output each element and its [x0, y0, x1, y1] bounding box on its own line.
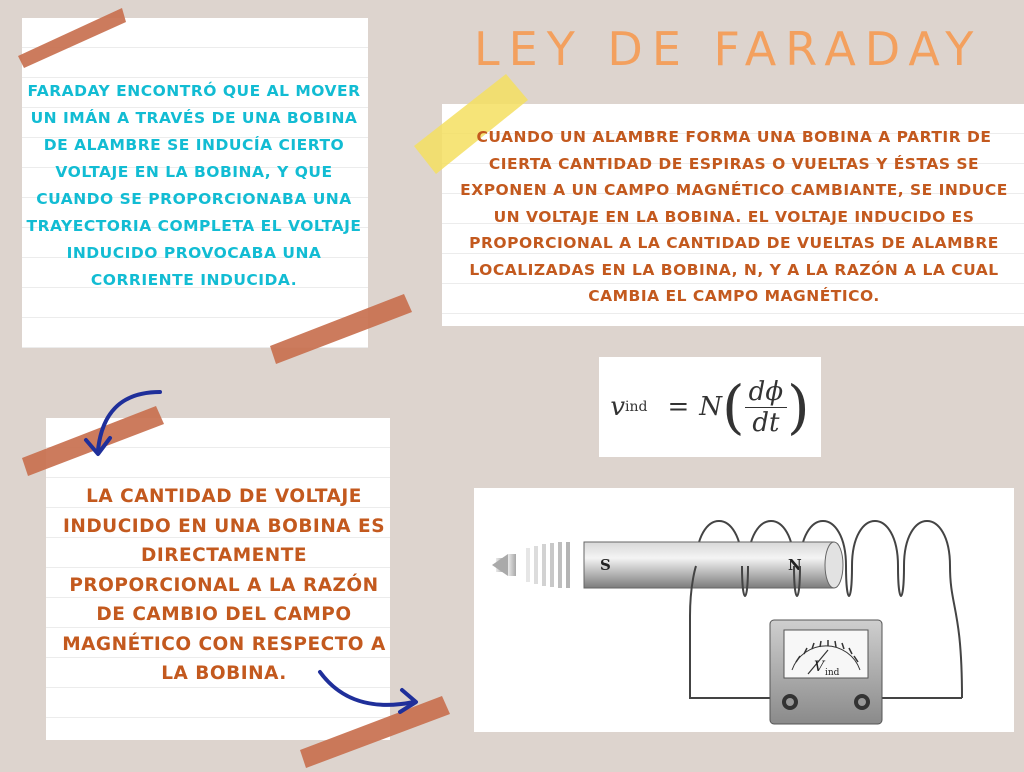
formula-denominator: dt: [752, 407, 780, 438]
pole-s-label: S: [600, 556, 611, 574]
curved-arrow-right-icon: [312, 662, 432, 722]
motion-arrow-icon: [492, 542, 570, 588]
formula-numerator: dϕ: [745, 377, 787, 408]
coil-magnet-illustration: [474, 488, 1014, 732]
note-left-text: FARADAY ENCONTRÓ QUE AL MOVER UN IMÁN A TRAVÉS DE UNA BOBINA DE ALAMBRE SE INDUCÍA CIERTO VOLTAJE EN LA BOBINA, Y QUE CUANDO SE PROPORCIONABA UNA TRAYECTORIA COMPLETA EL VOLTAJE INDUCIDO PROVOCABA UNA CORRIENTE INDUCIDA.: [26, 82, 362, 289]
formula-right-paren: ): [787, 373, 810, 441]
note-bottom-text: LA CANTIDAD DE VOLTAJE INDUCIDO EN UNA BOBINA ES DIRECTAMENTE PROPORCIONAL A LA RAZÓN DE CAMBIO DEL CAMPO MAGNÉTICO CON RESPECTO A LA BOBINA.: [62, 486, 386, 684]
meter-sub-label: ind: [825, 668, 840, 678]
formula-n: N: [699, 392, 723, 422]
formula-v: v: [610, 392, 626, 422]
voltmeter: [770, 620, 882, 724]
formula-left-paren: (: [722, 373, 745, 441]
faraday-formula: [599, 357, 821, 457]
meter-label: V: [814, 659, 825, 675]
induction-diagram: [474, 488, 1014, 732]
poster-title: LEY DE FARADAY: [474, 22, 983, 76]
curved-arrow-down-icon: [80, 384, 170, 464]
pole-n-label: N: [788, 556, 802, 574]
note-right-text: CUANDO UN ALAMBRE FORMA UNA BOBINA A PARTIR DE CIERTA CANTIDAD DE ESPIRAS O VUELTAS Y ÉSTAS SE EXPONEN A UN CAMPO MAGNÉTICO CAMBIANTE, SE INDUCE UN VOLTAJE EN LA BOBINA. EL VOLTAJE INDUCIDO ES PROPORCIONAL A LA CANTIDAD DE VUELTAS DE ALAMBRE LOCALIZADAS EN LA BOBINA, N, Y A LA RAZÓN A LA CUAL CAMBIA EL CAMPO MAGNÉTICO.: [460, 128, 1008, 305]
formula-equals: =: [667, 392, 690, 422]
tape-mid-left: [266, 290, 416, 370]
formula-v-sub: ind: [625, 399, 648, 415]
tape-top-left: [10, 0, 130, 70]
formula-fraction: [745, 377, 787, 438]
